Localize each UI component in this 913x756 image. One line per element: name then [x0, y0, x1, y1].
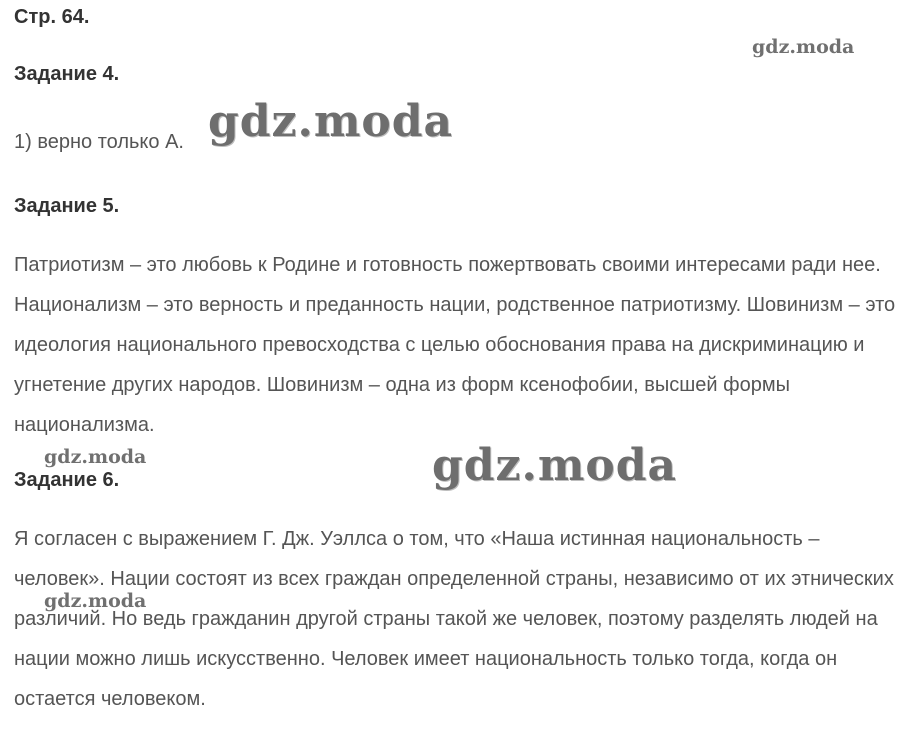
watermark-logo: gdz.moda [44, 590, 147, 612]
task-4-answer: 1) верно только А. [14, 131, 184, 153]
watermark-logo: gdz.moda [752, 36, 855, 58]
task-6-answer: Я согласен с выражением Г. Дж. Уэллса о том, что «Наша истинная национальность – человек». Нации состоят из всех граждан определенной страны, независимо от их этнических различий. Но ведь гражданин другой страны такой же человек, поэтому разделять людей на нации можно лишь искусственно. Человек имеет национальность только тогда, когда он остается человеком. [14, 528, 894, 710]
watermark-logo: gdz.moda [208, 96, 454, 147]
watermark-logo: gdz.moda [432, 440, 678, 491]
task-6-heading: Задание 6. [14, 469, 120, 491]
task-5-heading: Задание 5. [14, 195, 120, 217]
watermark-logo: gdz.moda [44, 446, 147, 468]
page-reference: Стр. 64. [14, 6, 90, 28]
task-5-answer: Патриотизм – это любовь к Родине и готовность пожертвовать своими интересами ради нее. Национализм – это верность и преданность нации, родственное патриотизму. Шовинизм – это идеология национального превосходства с целью обоснования права на дискриминацию и угнетение других народов. Шовинизм – одна из форм ксенофобии, высшей формы национализма. [14, 254, 896, 436]
task-4-heading: Задание 4. [14, 63, 120, 85]
